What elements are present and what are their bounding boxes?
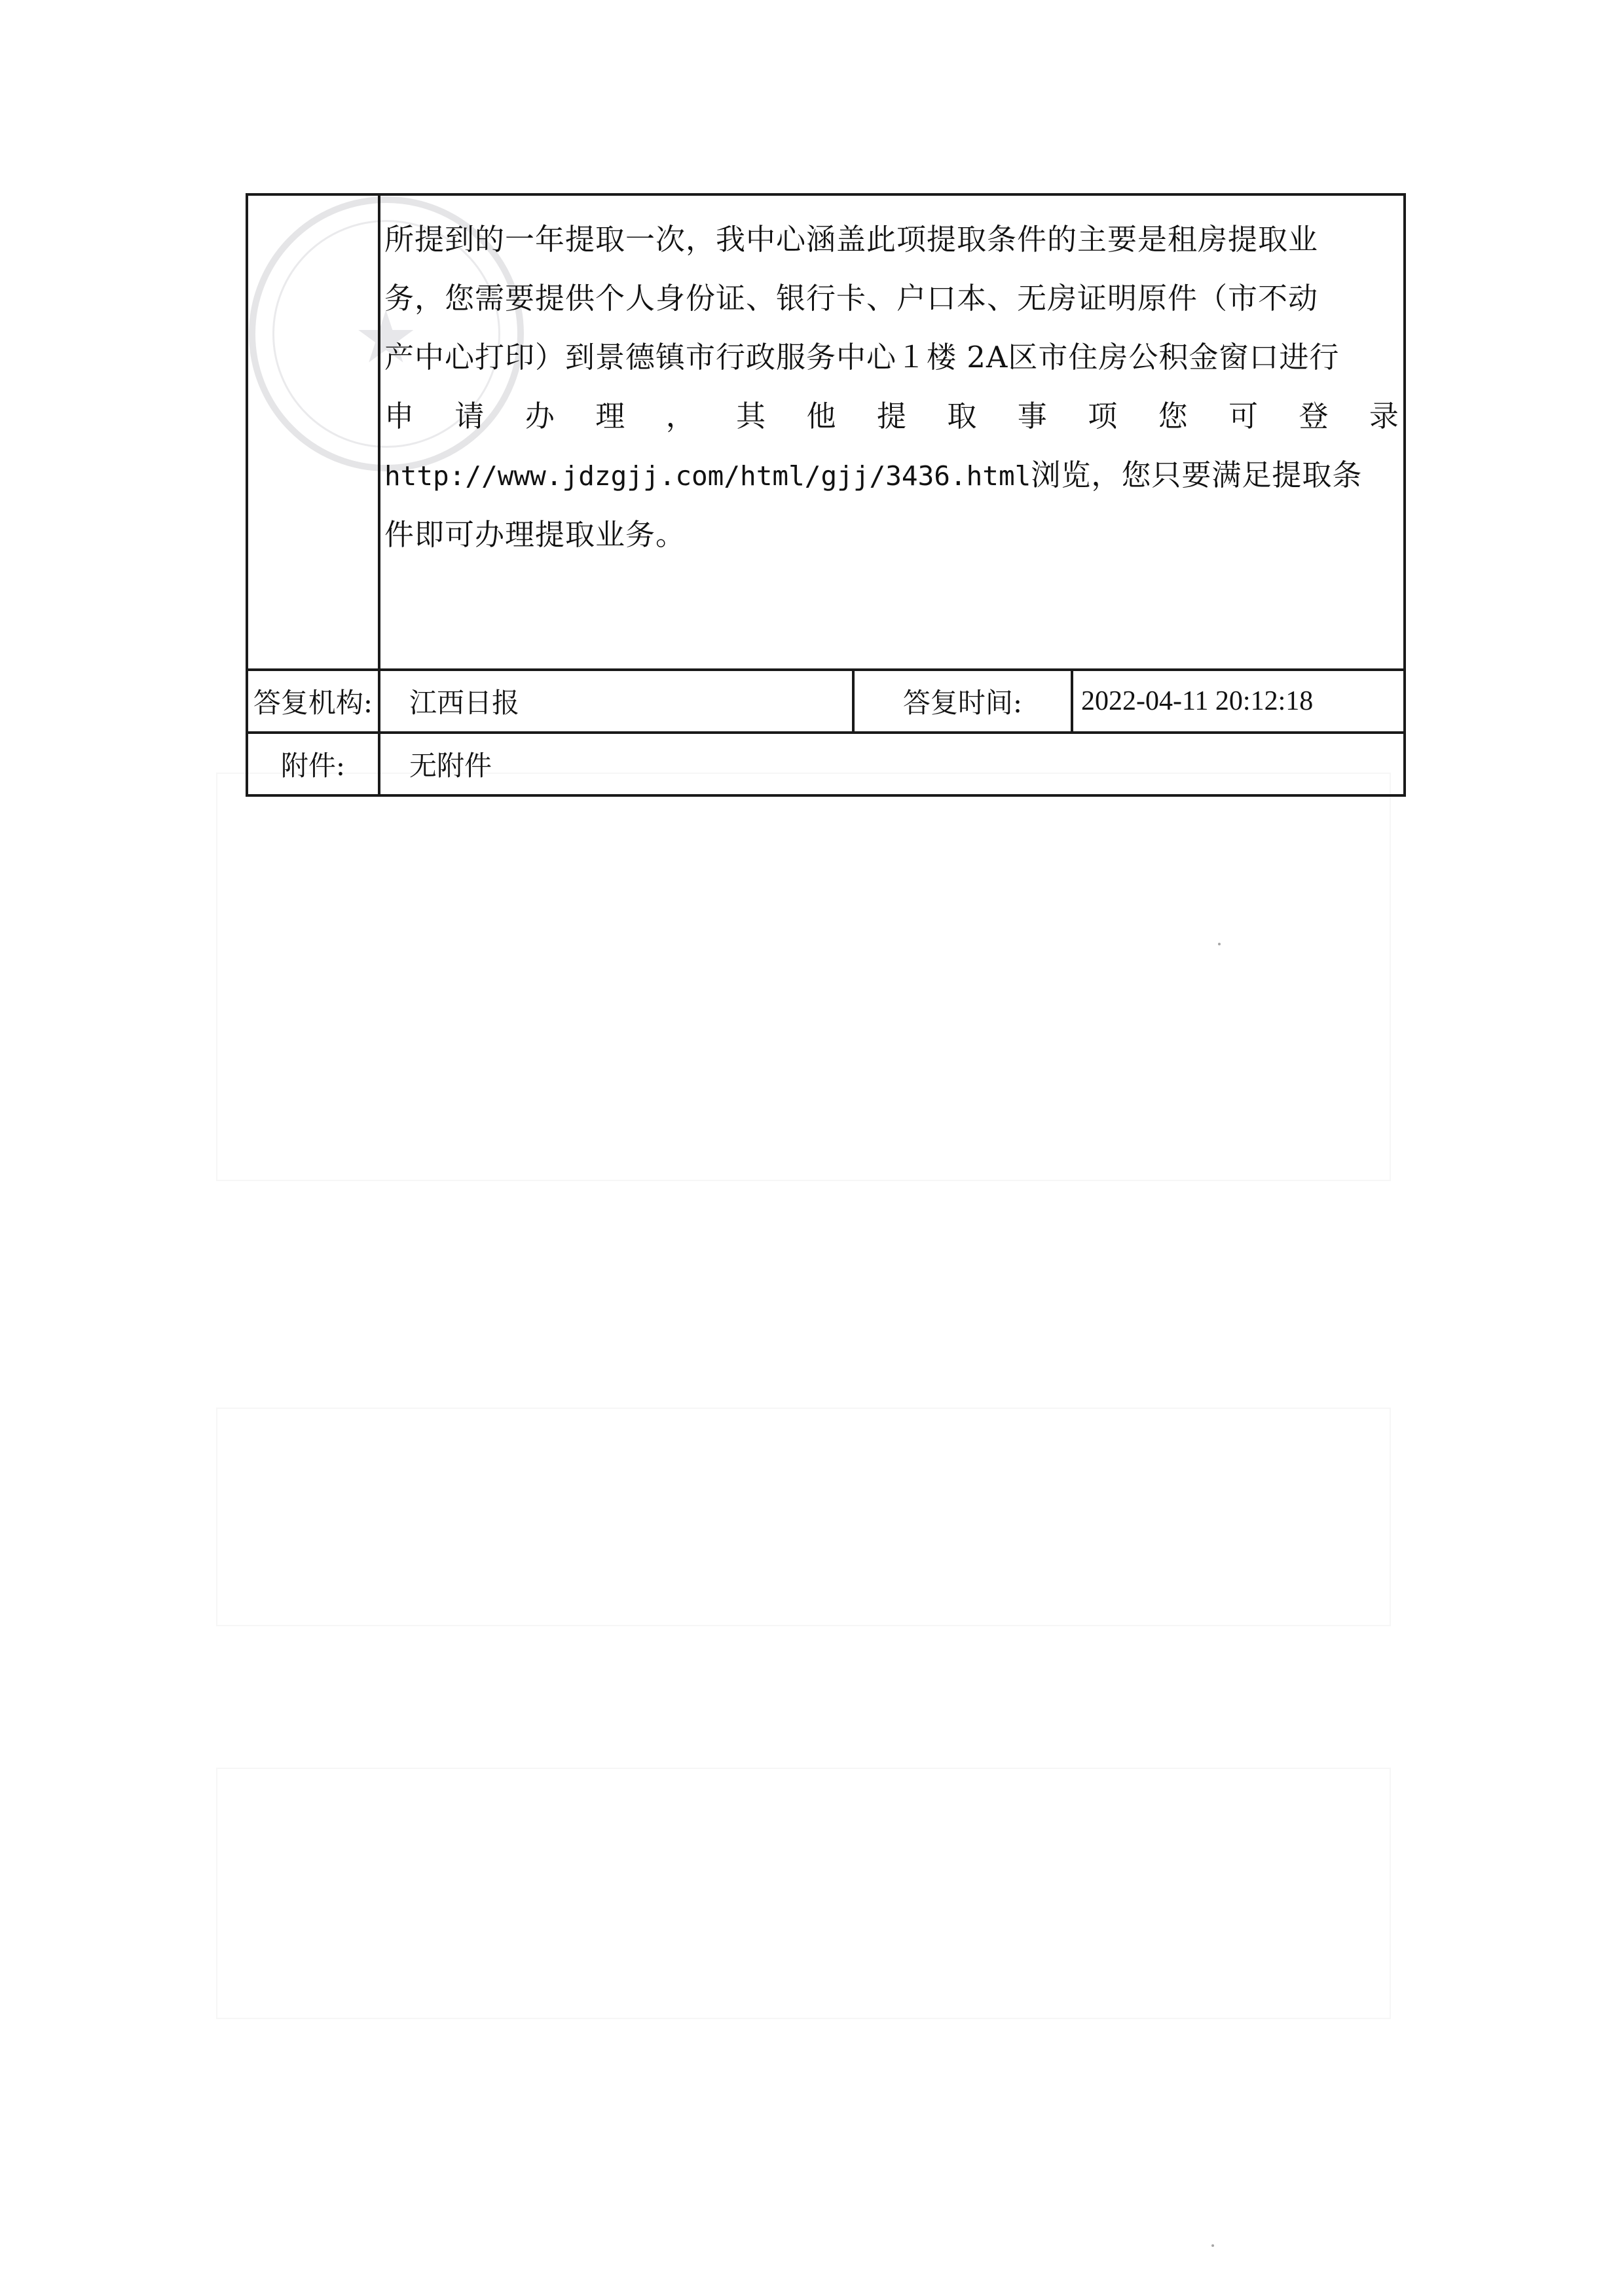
content-line: 产中心打印）到景德镇市行政服务中心１楼 2A区市住房公积金窗口进行: [384, 340, 1340, 374]
time-value: 2022-04-11 20:12:18: [1072, 670, 1405, 733]
attachment-value: 无附件: [379, 733, 1405, 795]
content-line: 件即可办理提取业务。: [384, 517, 686, 552]
content-char: 取: [947, 399, 978, 433]
seal-star-icon: ★: [354, 295, 418, 379]
content-char: 请: [454, 399, 485, 433]
org-value: 江西日报: [379, 670, 853, 733]
content-line: [384, 446, 1399, 505]
content-char: 可: [1228, 399, 1259, 433]
scan-speck: [1218, 943, 1221, 945]
bleed-through-mark: [216, 773, 1391, 1181]
content-char: 录: [1369, 399, 1399, 433]
bleed-through-mark: [216, 1768, 1391, 2019]
content-line: 所提到的一年提取一次，我中心涵盖此项提取条件的主要是租房提取业: [384, 222, 1319, 257]
content-char: 办: [525, 399, 555, 433]
org-time-row: [247, 670, 1405, 733]
reply-content-cell: [379, 194, 1405, 670]
content-char: 您: [1158, 399, 1189, 433]
attachment-row: [247, 733, 1405, 795]
content-line: 务，您需要提供个人身份证、银行卡、户口本、无房证明原件（市不动: [384, 281, 1319, 316]
content-char: 事: [1017, 399, 1048, 433]
content-line-suffix: 浏览，您只要满足提取条: [1031, 458, 1363, 492]
content-char: 他: [806, 399, 837, 433]
content-char: 登: [1299, 399, 1329, 433]
reply-url: http://www.jdzgjj.com/html/gjj/3436.html: [384, 460, 1031, 492]
content-char: 理: [595, 399, 626, 433]
content-row: [247, 194, 1405, 670]
content-char: ，: [665, 399, 696, 433]
content-char: 申: [384, 399, 415, 433]
reply-table: [246, 193, 1406, 797]
reply-content: [380, 196, 1403, 564]
bleed-through-mark: [216, 1408, 1391, 1626]
time-label: 答复时间:: [853, 670, 1072, 733]
attachment-label: 附件:: [247, 733, 379, 795]
scan-speck: [1211, 2244, 1214, 2247]
org-label: 答复机构:: [247, 670, 379, 733]
content-char: 项: [1088, 399, 1118, 433]
content-label-cell: [247, 194, 379, 670]
content-char: 提: [876, 399, 907, 433]
content-char: 其: [736, 399, 767, 433]
content-line-spread: [384, 387, 1399, 446]
